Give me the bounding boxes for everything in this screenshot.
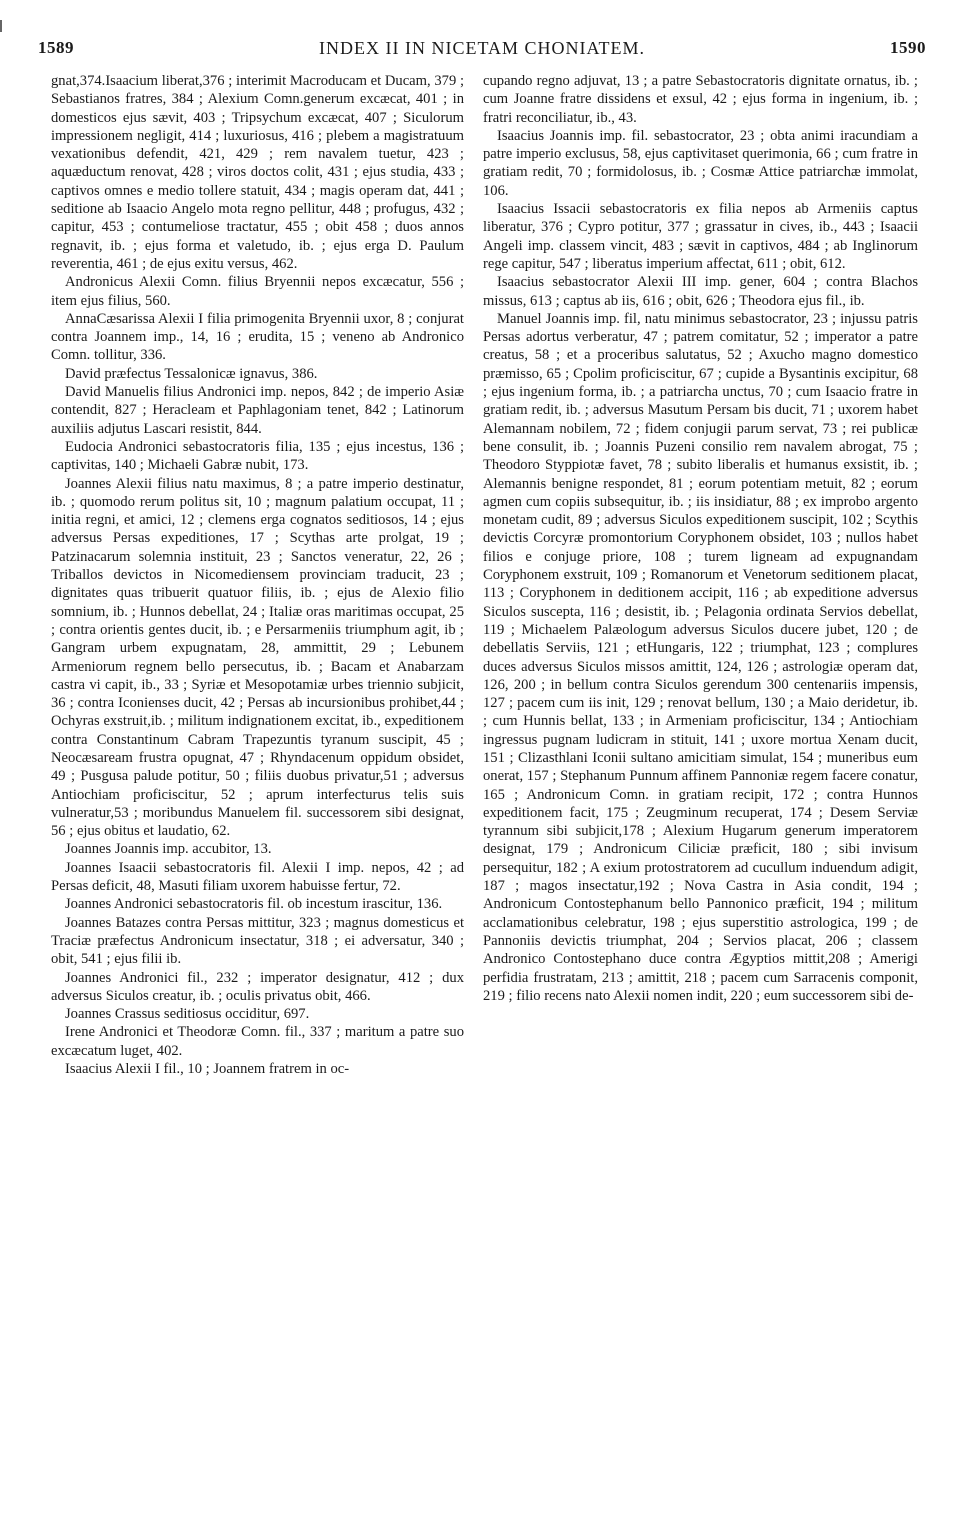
index-entry: David præfectus Tessalonicæ ignavus, 386. bbox=[65, 365, 318, 382]
index-entry: Joannes Crassus seditiosus occiditur, 697. bbox=[65, 1006, 310, 1023]
running-title: INDEX II IN NICETAM CHONIATEM. bbox=[318, 38, 645, 58]
right-page-number: 1590 bbox=[890, 38, 926, 57]
page-edge-mark bbox=[0, 20, 2, 32]
right-column bbox=[483, 72, 918, 1005]
running-header bbox=[38, 30, 926, 64]
index-entry: Joannes Joannis imp. accubitor, 13. bbox=[65, 841, 272, 858]
index-entry: Eudocia Andronici sebastocratoris filia, 135 ; ejus incestus, 136 ; captivitas, 140 ; Michaeli Gabræ nubit, 173. bbox=[51, 438, 464, 474]
index-entry: Manuel Joannis imp. fil, natu minimus sebastocrator, 23 ; injussu patris Persas adortus verberatur, 47 ; patrem comitatur, 52 ; imperator a patre creatus, 58 ; et a proceribus salutatus, 52 ; Axucho magno domestico præmisso, 65 ; Cpolim proficiscitur, 67 ; cupide a Bysantinis excipitur, 68 ; ejus ingenium forma, ib. ; a patriarcha unctus, 70 ; cum Isaacio fratre in gratiam redit, ib. ; adversus Masutum Persam bis ducit, 71 ; uxorem habet Alemannam nobilem, 72 ; fidem conjugii parum servat, 73 ; rei publicæ bene consulit, ib. ; Joannis Puzeni consilio rem navalem abrogat, 75 ; Theodoro Styppiotæ favet, 78 ; subito liberalis et humanus exsistit, ib. ; Alemannis benigne respondet, 81 ; eorum potentiam metuit, 82 ; eorum agmen cum copiis subsequitur, ib. ; iis insidiatur, 88 ; ex improbo argento monetam cudit, 89 ; adversus Siculos expeditionem suscipit, 102 ; Scythis devictis Corcyræ promontorium Coryphonem obsidet, 103 ; nullos habet filios e conjuge priore, 108 ; turem ligneam ad expugnandam Coryphonem exstruit, 109 ; Romanorum et Venetorum seditionem placat, 113 ; Coryphonem in deditionem accipit, 116 ; ab expeditione adversus Siculos suscepta, 116 ; desistit, ib. ; Pelagonia ordinata Servios debellat, 119 ; Michaelem Palæologum adversus Siculos ducere jubet, 120 ; de debellatis Serviis, 121 ; etHungaris, 122 ; triumphat, 123 ; complures duces adversus Siculos missos amittit, 124, 126 ; astrologiæ operam dat, 126, 200 ; in bellum contra Siculos gerendum 300 centenariis impensis, 127 ; pacem cum iis init, 129 ; renovat bellum, 130 ; a Maio deridetur, ib. ; cum Hunnis bellat, 133 ; in Armeniam proficiscitur, 134 ; Antiochiam ingressus pugnam ludicram in stituit, 141 ; uxore mortua Xenam ducit, 151 ; Clizasthlani Iconii sultano amicitiam simulat, 154 ; muneribus eum onerat, 157 ; Stephanum Punnum affinem Pannoniæ regem facere conatur, 165 ; Andronicum Comn. in gratiam recipit, 172 ; contra Hunnos expeditionem facit, 175 ; Zeugminum recuperat, 174 ; Desem Serviæ tyrannum sibi subjicit,178 ; Alexium Hugarum generum imperatorem designat, 179 ; Andronicum Ciliciæ præficit, 180 ; sibi invisum persequitur, 182 ; A exium protostratorem ad cucullum induendum adigit, 187 ; magos insectatur,192 ; Nova Castra in Asia condit, 194 ; Andronicum Contostephanum bello Pannonico præficit, 194 ; militum acclamationibus celebratur, 198 ; ejus superstitio astrologica, 199 ; de Pannoniis devictis triumphat, 204 ; Servios placat, 206 ; classem Andronico Contostephano duce contra Ægyptios mittit,208 ; Amerigi perfidia frustratam, 213 ; amittit, 218 ; pacem cum Sarracenis componit, 219 ; filio recens nato Alexii nomen indit, 220 ; eum successorem sibi de- bbox=[483, 310, 918, 1004]
left-column bbox=[51, 72, 464, 1078]
left-page-number: 1589 bbox=[38, 38, 74, 57]
index-entry: Isaacius sebastocrator Alexii III imp. gener, 604 ; contra Blachos missus, 613 ; captus ab iis, 616 ; obit, 626 ; Theodora ejus fil., ib. bbox=[483, 274, 918, 309]
index-entry: Joannes Isaacii sebastocratoris fil. Alexii I imp. nepos, 42 ; ad Persas deficit, 48, Masuti filiam uxorem habuisse fertur, 72. bbox=[51, 859, 464, 895]
index-entry: Andronicus Alexii Comn. filius Bryennii nepos excæcatur, 556 ; item ejus filius, 560. bbox=[51, 274, 464, 309]
index-entry: Irene Andronici et Theodoræ Comn. fil., 337 ; maritum a patre suo excæcatum luget, 402. bbox=[51, 1024, 464, 1059]
index-entry: Joannes Alexii filius natu maximus, 8 ; a patre imperio destinatur, ib. ; quomodo rerum politus sit, 10 ; magnum palatium occupat, 11 ; initia regni, et amici, 12 ; clemens erga cognatos seditiosos, 14 ; ejus adversus Persas expeditiones, 17 ; Scythas arte prolgat, 19 ; Patzinacarum solemnia instituit, 23 ; Sanctos veneratur, 22, 26 ; Triballos devictos in Nicomediensem provinciam traducit, 23 ; dignitates quas tribuerit quatuor filiis, ib. ; ejus de Alexio filio somnium, ib. ; Hunnos debellat, 24 ; Italiæ oras maritimas occupat, 25 ; contra orientis gentes ducit, ib. ; e Persarmeniis triumphum agit, ib ; Gangram urbem expugnatam, 28, ammittit, 29 ; Lebunem Armeniorum regnem bello persecutus, ib. ; Bacam et Anabarzam castra vi capit, ib., 33 ; Syriæ et Mesopotamiæ urbes triennio subjicit, 36 ; contra Iconienses ducit, 42 ; Persas ab incursionibus prohibet,44 ; Ochyras exstruit,ib. ; militum indignationem excitat, ib., expeditionem contra Constantinum Cabram Trapezuntis tyranum suscipit, 45 ; Neocæsaream frustra opugnat, 47 ; Rhyndacenum oppidum obsidet, 49 ; Pusgusa palude potitur, 50 ; filiis duobus privatur,51 ; adversus Antiochiam proficiscitur, 52 ; aprum interfecturus telis suis vulneratur,53 ; moribundus Manuelem fil. successorem sibi designat, 56 ; ejus obitus et laudatio, 62. bbox=[51, 475, 464, 840]
index-entry: Joannes Andronici fil., 232 ; imperator designatur, 412 ; dux adversus Siculos creatur, ib. ; oculis privatus obit, 466. bbox=[51, 969, 464, 1004]
index-entry: Isaacius Alexii I fil., 10 ; Joannem fratrem in oc- bbox=[65, 1061, 350, 1078]
index-entry: Joannes Batazes contra Persas mittitur, 323 ; magnus domesticus et Traciæ præfectus Andronicum insectatur, 318 ; ei adversatur, 340 ; obit, 541 ; ejus filii ib. bbox=[51, 914, 464, 968]
index-entry: David Manuelis filius Andronici imp. nepos, 842 ; de imperio Asiæ contendit, 827 ; Heracleam et Paphlagoniam tenet, 842 ; Latinorum auxiliis adjutus Lascari resistit, 844. bbox=[51, 384, 464, 437]
index-entry: Isaacius Joannis imp. fil. sebastocrator, 23 ; obta animi iracundiam a patre imperio exclusus, 58, ejus captivitaset querimonia, 66 ; cum fratre in gratiam redit, 70 ; formidolosus, ib. ; Cosmæ Attice patriarchæ immolat, 106. bbox=[483, 127, 918, 199]
index-entry: Joannes Andronici sebastocratoris fil. ob incestum irascitur, 136. bbox=[65, 896, 443, 913]
index-entry: cupando regno adjuvat, 13 ; a patre Sebastocratoris dignitate ornatus, ib. ; cum Joanne fratre dissidens et exsul, 42 ; ejus forma in ingenium, ib. ; fratri reconciliatur, ib., 43. bbox=[483, 73, 918, 126]
index-entry: Isaacius Issacii sebastocratoris ex filia nepos ab Armeniis captus liberatur, 376 ; Cypro potitur, 377 ; grassatur in cives, ib., 443 ; Isaacii Angeli imp. classem vincit, 483 ; sævit in captivos, 484 ; ab Inglinorum rege capitur, 547 ; liberatus imperium affectat, 611 ; obit, 612. bbox=[483, 201, 918, 272]
index-entry: gnat,374.Isaacium liberat,376 ; interimit Macroducam et Ducam, 379 ; Sebastianos fratres, 384 ; Alexium Comn.generum excæcat, 401 ; in domesticos ejus sævit, 403 ; Tripsychum excæcat, 407 ; Siculorum impressionem negligit, 414 ; luxuriosus, 416 ; plebem a magistratuum vexationibus defendit, 421, 429 ; rem navalem tuetur, 423 ; aquæductum renovat, 428 ; viros doctos colit, 431 ; ejus studia, 433 ; captivos omnes e medio tollere statuit, 434 ; magis operam dat, 441 ; seditione ab Isaacio Angelo mota regno pellitur, 448 ; profugus, 432 ; capitur, 453 ; contumeliose tractatur, 455 ; obit 458 ; duos annos regnavit, ib. ; ejus forma et valetudo, ib. ; ejus erga D. Paulum reverentia, 461 ; de ejus exitu versus, 462. bbox=[51, 73, 464, 272]
index-entry: AnnaCæsarissa Alexii I filia primogenita Bryennii uxor, 8 ; conjurat contra Joannem imp., 14, 16 ; erudita, 15 ; veneno ab Andronico Comn. tollitur, 336. bbox=[51, 310, 464, 364]
